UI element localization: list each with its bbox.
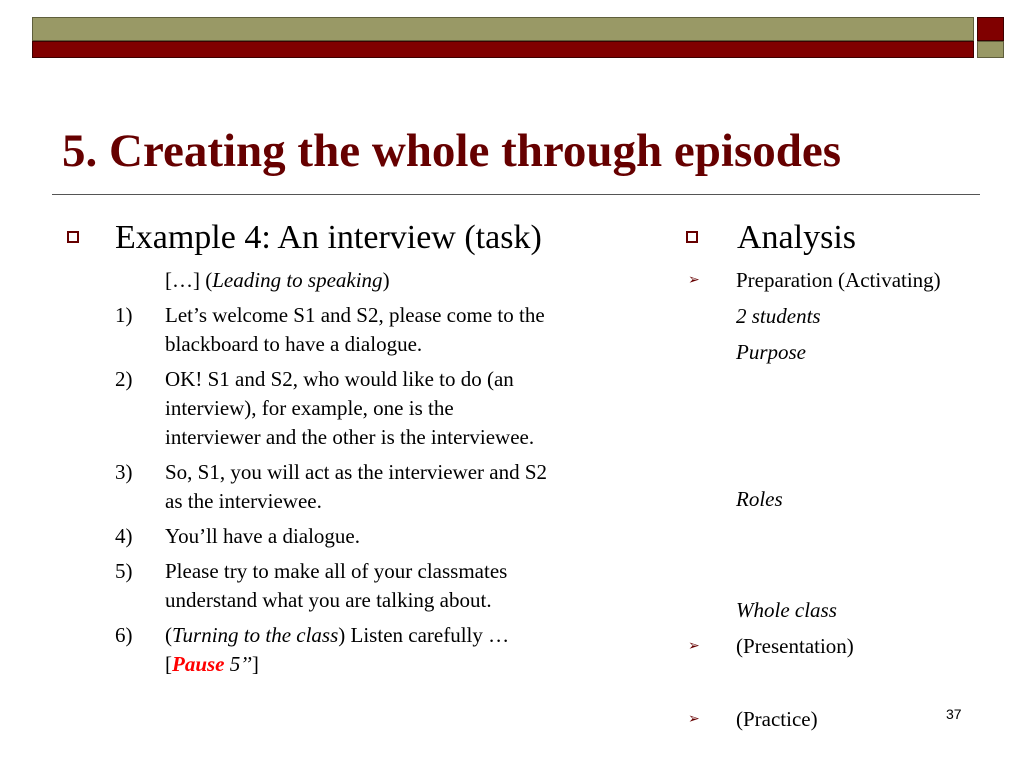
presentation-item	[684, 632, 1014, 661]
hollow-square-icon	[67, 231, 79, 243]
purpose-note: Purpose	[736, 340, 806, 364]
item-line: understand what you are talking about.	[165, 588, 492, 612]
right-column	[684, 216, 1014, 734]
list-item-4	[65, 522, 655, 551]
roles-note: Roles	[736, 487, 783, 511]
left-column	[65, 216, 655, 679]
list-item-6	[65, 621, 655, 679]
pause-time: 5’’	[224, 652, 252, 676]
item-line: Let’s welcome S1 and S2, please come to the	[165, 303, 545, 327]
slide-title: 5. Creating the whole through episodes	[62, 125, 842, 177]
item-line: OK! S1 and S2, who would like to do (an	[165, 367, 514, 391]
turning-italic: Turning to the class	[172, 623, 339, 647]
bracket-open: [	[165, 652, 172, 676]
lead-suffix: )	[382, 268, 390, 292]
lead-italic: Leading to speaking	[212, 268, 383, 292]
header-band-olive	[32, 17, 974, 41]
item-number: 2)	[115, 367, 133, 391]
example-heading-item	[65, 216, 655, 260]
header-band-maroon	[32, 41, 974, 58]
listen-text: ) Listen carefully …	[338, 623, 510, 647]
presentation-text: (Presentation)	[736, 634, 854, 658]
practice-item	[684, 705, 1014, 734]
item-line: blackboard to have a dialogue.	[165, 332, 423, 356]
page-number: 37	[946, 706, 962, 722]
item-line: You’ll have a dialogue.	[165, 524, 360, 548]
analysis-heading-item	[684, 216, 1014, 260]
item-line: So, S1, you will act as the interviewer and S2	[165, 460, 548, 484]
bracket-close: ]	[251, 652, 259, 676]
item-number: 3)	[115, 460, 133, 484]
item-number: 5)	[115, 559, 133, 583]
item-number: 4)	[115, 524, 133, 548]
preparation-item	[684, 266, 1014, 295]
lead-line	[165, 266, 655, 295]
item-number: 1)	[115, 303, 133, 327]
lead-prefix: […] (	[165, 268, 213, 292]
arrowhead-icon: ➢	[688, 711, 700, 727]
item-line	[165, 621, 655, 650]
hollow-square-icon	[686, 231, 698, 243]
arrowhead-icon: ➢	[688, 638, 700, 654]
title-divider	[52, 194, 980, 195]
item-line: as the interviewee.	[165, 489, 322, 513]
open-paren: (	[165, 623, 172, 647]
item-line: Please try to make all of your classmates	[165, 559, 508, 583]
list-item-5	[65, 557, 655, 615]
arrowhead-icon: ➢	[688, 272, 700, 288]
practice-text: (Practice)	[736, 707, 818, 731]
list-item-3	[65, 458, 655, 516]
two-students-note: 2 students	[736, 304, 821, 328]
list-item-2	[65, 365, 655, 452]
analysis-heading: Analysis	[737, 219, 856, 256]
whole-class-note: Whole class	[736, 598, 837, 622]
item-number: 6)	[115, 623, 133, 647]
item-line	[165, 650, 655, 679]
example-heading: Example 4: An interview (task)	[115, 219, 542, 256]
preparation-text: Preparation (Activating)	[736, 268, 941, 292]
item-line: interview), for example, one is the	[165, 396, 454, 420]
pause-label: Pause	[172, 652, 225, 676]
list-item-1	[65, 301, 655, 359]
header-corner-maroon	[977, 17, 1004, 41]
item-line: interviewer and the other is the interviewee.	[165, 425, 535, 449]
header-corner-olive	[977, 41, 1004, 58]
